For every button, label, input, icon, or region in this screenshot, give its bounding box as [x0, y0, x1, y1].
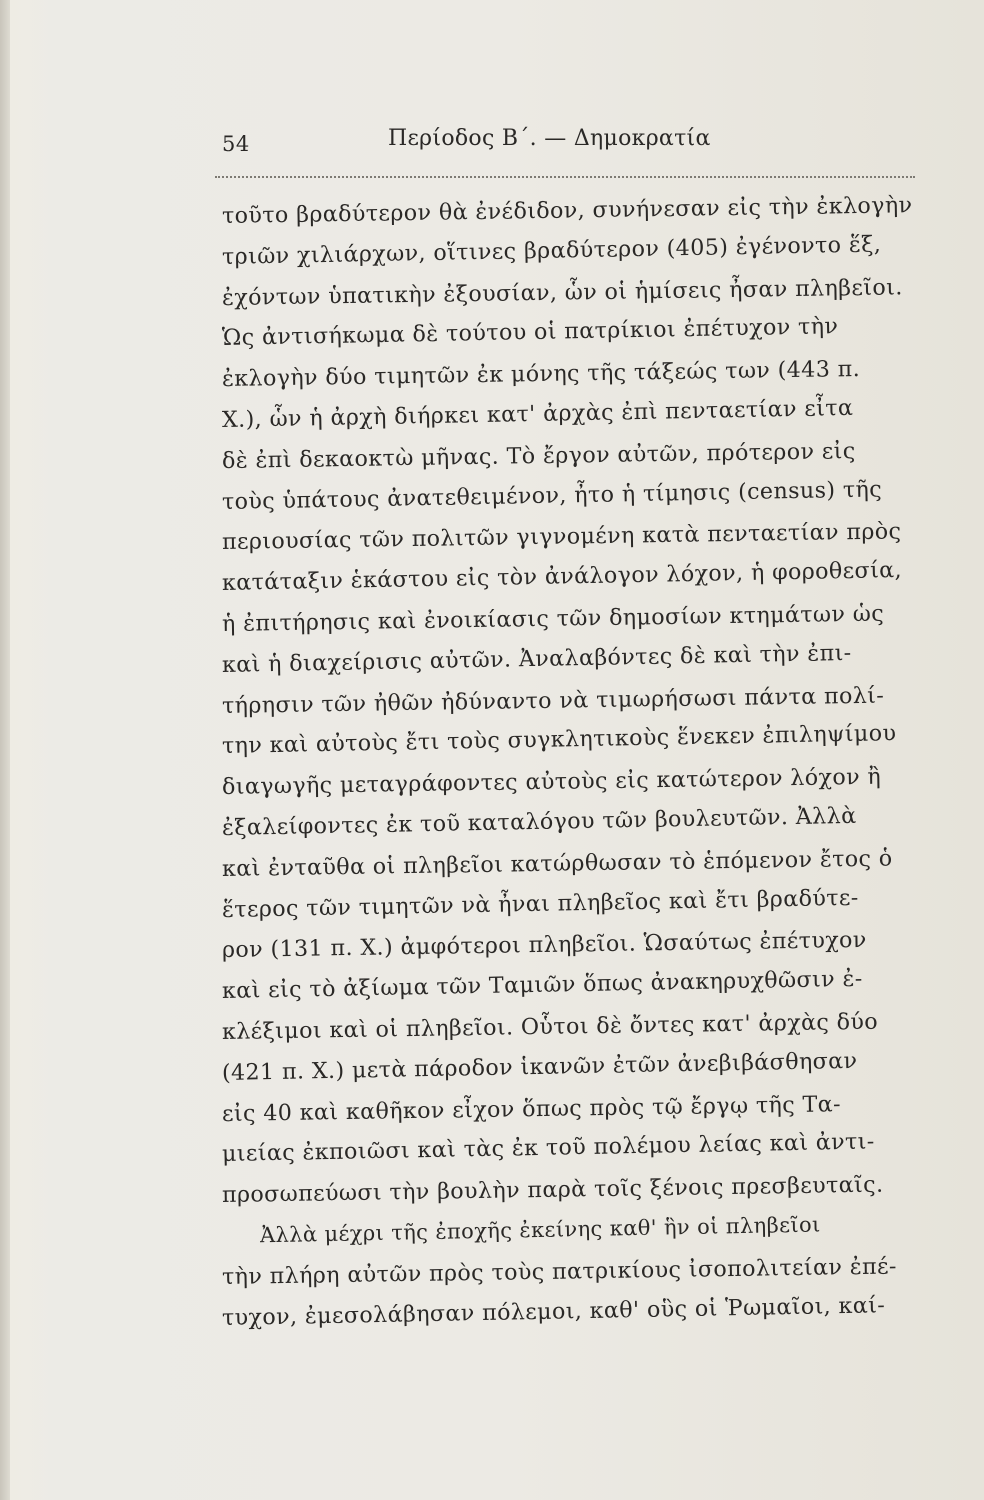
text-line: Χ.), ὧν ἡ ἀρχὴ διήρκει κατ' ἀρχὰς ἐπὶ πενταετίαν εἶτα	[221, 394, 854, 433]
text-line: Ὡς ἀντισήκωμα δὲ τούτου οἱ πατρίκιοι ἐπέτυχον τὴν	[221, 313, 839, 352]
text-line: περιουσίας τῶν πολιτῶν γιγνομένη κατὰ πενταετίαν πρὸς	[221, 518, 902, 556]
text-line: τυχον, ἐμεσολάβησαν πόλεμοι, καθ' οὓς οἱ Ῥωμαῖοι, καί-	[221, 1291, 886, 1331]
text-line: δὲ ἐπὶ δεκαοκτὼ μῆνας. Τὸ ἔργον αὐτῶν, πρότερον εἰς	[221, 437, 856, 474]
header-divider	[215, 176, 915, 178]
text-line: τήρησιν τῶν ἠθῶν ἠδύναντο νὰ τιμωρήσωσι πάντα πολί-	[221, 682, 885, 719]
page-binding-edge	[0, 0, 10, 1500]
text-line: ἐχόντων ὑπατικὴν ἐξουσίαν, ὧν οἱ ἡμίσεις ἦσαν πληβεῖοι.	[221, 273, 903, 311]
paragraph-start-line: Ἀλλὰ μέχρι τῆς ἐποχῆς ἐκείνης καθ' ἣν οἱ πληβεῖοι	[259, 1212, 821, 1248]
text-line: καὶ εἰς τὸ ἀξίωμα τῶν Ταμιῶν ὅπως ἀνακηρυχθῶσιν ἐ-	[221, 965, 863, 1005]
text-line: προσωπεύωσι τὴν βουλὴν παρὰ τοῖς ξένοις πρεσβευταῖς.	[221, 1171, 884, 1209]
text-line: ἕτερος τῶν τιμητῶν νὰ ἦναι πληβεῖος καὶ ἔτι βραδύτε-	[221, 884, 859, 923]
text-line: μιείας ἐκποιῶσι καὶ τὰς ἐκ τοῦ πολέμου λείας καὶ ἀντι-	[221, 1128, 875, 1168]
page-number: 54	[222, 132, 250, 156]
text-line: την καὶ αὐτοὺς ἔτι τοὺς συγκλητικοὺς ἕνεκεν ἐπιληψίμου	[221, 720, 897, 760]
text-line: κλέξιμοι καὶ οἱ πληβεῖοι. Οὗτοι δὲ ὄντες κατ' ἀρχὰς δύο	[221, 1008, 879, 1045]
text-line: τοῦτο βραδύτερον θὰ ἐνέδιδον, συνήνεσαν εἰς τὴν ἐκλογὴν	[221, 192, 913, 229]
text-line: διαγωγῆς μεταγράφοντες αὐτοὺς εἰς κατώτερον λόχον ἢ	[221, 763, 882, 801]
text-line: ἡ ἐπιτήρησις καὶ ἐνοικίασις τῶν δημοσίων κτημάτων ὡς	[221, 600, 885, 637]
text-line: ἐκλογὴν δύο τιμητῶν ἐκ μόνης τῆς τάξεώς των (443 π.	[221, 356, 861, 393]
text-line: τοὺς ὑπάτους ἀνατεθειμένον, ἦτο ἡ τίμησις (census) τῆς	[221, 475, 883, 515]
body-text	[221, 192, 922, 1338]
text-line: τὴν πλήρη αὐτῶν πρὸς τοὺς πατρικίους ἰσοπολιτείαν ἐπέ-	[221, 1253, 897, 1290]
text-line: (421 π. Χ.) μετὰ πάροδον ἱκανῶν ἐτῶν ἀνεβιβάσθησαν	[221, 1047, 858, 1086]
page-header	[218, 122, 916, 170]
text-line: τριῶν χιλιάρχων, οἵτινες βραδύτερον (405) ἐγένοντο ἕξ,	[221, 231, 882, 270]
running-head: Περίοδος Β΄. — Δημοκρατία	[388, 126, 711, 151]
text-line: ἐξαλείφοντες ἐκ τοῦ καταλόγου τῶν βουλευτῶν. Ἀλλὰ	[221, 802, 857, 841]
text-line: κατάταξιν ἑκάστου εἰς τὸν ἀνάλογον λόχον, ἡ φορoθεσία,	[221, 557, 903, 597]
text-line: καὶ ἡ διαχείρισις αὐτῶν. Ἀναλαβόντες δὲ καὶ τὴν ἐπι-	[221, 639, 852, 678]
text-line: εἰς 40 καὶ καθῆκον εἶχον ὅπως πρὸς τῷ ἔργῳ τῆς Τα-	[221, 1090, 842, 1127]
text-line: ρον (131 π. Χ.) ἀμφότεροι πληβεῖοι. Ὡσαύτως ἐπέτυχον	[221, 927, 867, 964]
text-line: καὶ ἐνταῦθα οἱ πληβεῖοι κατώρθωσαν τὸ ἑπόμενον ἔτος ὁ	[221, 845, 893, 882]
